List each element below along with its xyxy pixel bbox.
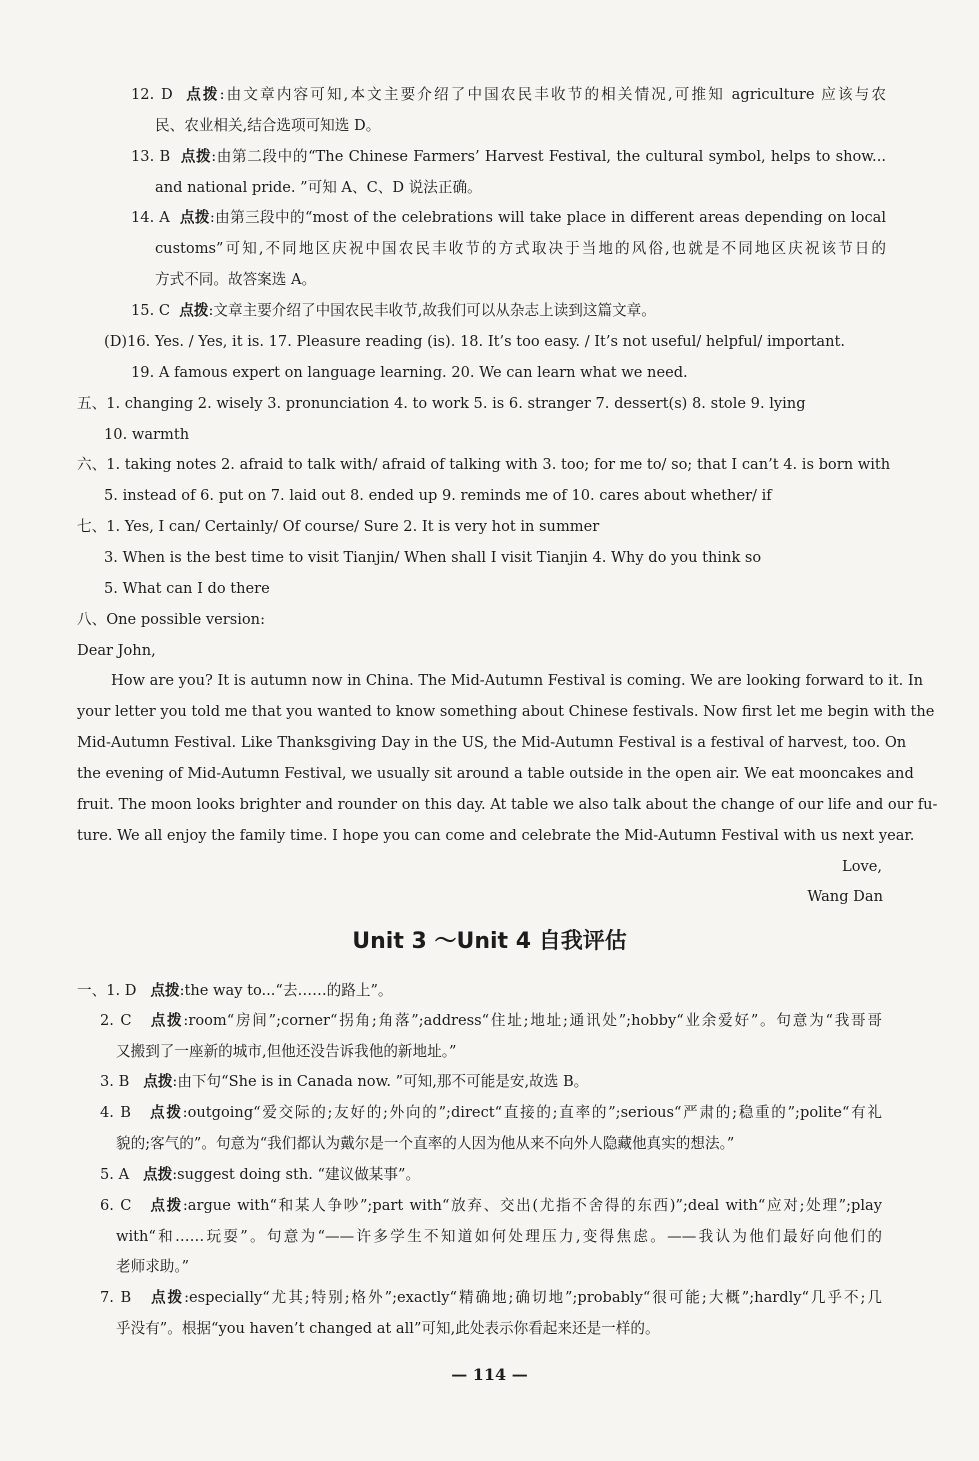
letter-line: fruit. The moon looks brighter and rounder on this day. At table we also talk about the change of our life and our fu-: [77, 796, 938, 813]
letter-line: ture. We all enjoy the family time. I hope you can come and celebrate the Mid-Autumn Festival with us next year.: [77, 827, 915, 844]
answer-15: 15. C 点拨:文章主要介绍了中国农民丰收节,故我们可以从杂志上读到这篇文章。: [131, 302, 656, 319]
letter-line: your letter you told me that you wanted to know something about Chinese festivals. Now first let me begin with the: [77, 703, 935, 720]
unit-answer-5: 5. A 点拨:suggest doing sth. “建议做某事”。: [100, 1166, 421, 1183]
unit-answer-7-line1: 7. B 点拨:especially“尤其;特别;格外”;exactly“精确地;确切地”;probably“很可能;大概”;hardly“几乎不;几: [100, 1289, 883, 1306]
part-d-line1: (D)16. Yes. / Yes, it is. 17. Pleasure reading (is). 18. It’s too easy. / It’s not useful/ helpful/ important.: [104, 333, 846, 350]
page-number: — 114 —: [451, 1365, 528, 1384]
unit-answer-3: 3. B 点拨:由下句“She is in Canada now. ”可知,那不可能是安,故选 B。: [100, 1073, 589, 1090]
answer-14-line2: customs”可知,不同地区庆祝中国农民丰收节的方式取决于当地的风俗,也就是不同地区庆祝该节日的: [155, 240, 886, 257]
letter-line: How are you? It is autumn now in China. The Mid-Autumn Festival is coming. We are looking forward to it. In: [111, 672, 924, 689]
answer-14-line1: 14. A 点拨:由第三段中的“most of the celebrations will take place in different areas depending on local: [131, 209, 886, 226]
unit-answer-4-line1: 4. B 点拨:outgoing“爱交际的;友好的;外向的”;direct“直接的;直率的”;serious“严肃的;稳重的”;polite“有礼: [100, 1104, 882, 1121]
unit-answer-6-line3: 老师求助。”: [116, 1258, 190, 1275]
answer-14-line3: 方式不同。故答案选 A。: [155, 271, 317, 288]
section-five-line2: 10. warmth: [104, 426, 190, 443]
unit-answer-1: 一、1. D 点拨:the way to...“去……的路上”。: [77, 982, 393, 999]
answer-13-line2: and national pride. ”可知 A、C、D 说法正确。: [155, 179, 482, 196]
letter-closing: Love,: [842, 858, 882, 875]
answer-12-line1: 12. D 点拨:由文章内容可知,本文主要介绍了中国农民丰收节的相关情况,可推知 agriculture 应该与农: [131, 86, 886, 103]
unit-answer-2-line1: 2. C 点拨:room“房间”;corner“拐角;角落”;address“住址;地址;通讯处”;hobby“业余爱好”。句意为“我哥哥: [100, 1012, 882, 1029]
answer-13-line1: 13. B 点拨:由第二段中的“The Chinese Farmers’ Harvest Festival, the cultural symbol, helps to show...: [131, 148, 886, 165]
part-d-line2: 19. A famous expert on language learning. 20. We can learn what we need.: [131, 364, 688, 381]
section-six-line1: 六、1. taking notes 2. afraid to talk with/ afraid of talking with 3. too; for me to/ so; that I can’t 4. is born with: [77, 456, 891, 473]
letter-line: Mid-Autumn Festival. Like Thanksgiving Day in the US, the Mid-Autumn Festival is a festival of harvest, too. On: [77, 734, 907, 751]
section-seven-line1: 七、1. Yes, I can/ Certainly/ Of course/ Sure 2. It is very hot in summer: [77, 518, 600, 535]
letter-line: the evening of Mid-Autumn Festival, we usually sit around a table outside in the open air. We eat mooncakes and: [77, 765, 914, 782]
section-six-line2: 5. instead of 6. put on 7. laid out 8. ended up 9. reminds me of 10. cares about whether/ if: [104, 487, 772, 504]
unit-answer-6-line2: with“和……玩耍”。句意为“——许多学生不知道如何处理压力,变得焦虑。——我认为他们最好向他们的: [116, 1228, 882, 1245]
answer-12-line2: 民、农业相关,结合选项可知选 D。: [155, 117, 381, 134]
section-five-line1: 五、1. changing 2. wisely 3. pronunciation 4. to work 5. is 6. stranger 7. dessert(s) 8. stole 9. lying: [77, 395, 806, 412]
section-eight-heading: 八、One possible version:: [77, 611, 266, 628]
unit-answer-7-line2: 乎没有”。根据“you haven’t changed at all”可知,此处表示你看起来还是一样的。: [116, 1320, 660, 1337]
unit-title: Unit 3 ～Unit 4 自我评估: [352, 929, 627, 954]
unit-answer-6-line1: 6. C 点拨:argue with“和某人争吵”;part with“放弃、交出(尤指不舍得的东西)”;deal with“应对;处理”;play: [100, 1197, 883, 1214]
letter-signature: Wang Dan: [807, 888, 883, 905]
unit-answer-2-line2: 又搬到了一座新的城市,但他还没告诉我他的新地址。”: [116, 1043, 457, 1060]
section-seven-line3: 5. What can I do there: [104, 580, 270, 597]
section-seven-line2: 3. When is the best time to visit Tianjin/ When shall I visit Tianjin 4. Why do you think so: [104, 549, 762, 566]
unit-answer-4-line2: 貌的;客气的”。句意为“我们都认为戴尔是一个直率的人因为他从来不向外人隐藏他真实的想法。”: [116, 1135, 735, 1152]
letter-greeting: Dear John,: [77, 642, 156, 659]
